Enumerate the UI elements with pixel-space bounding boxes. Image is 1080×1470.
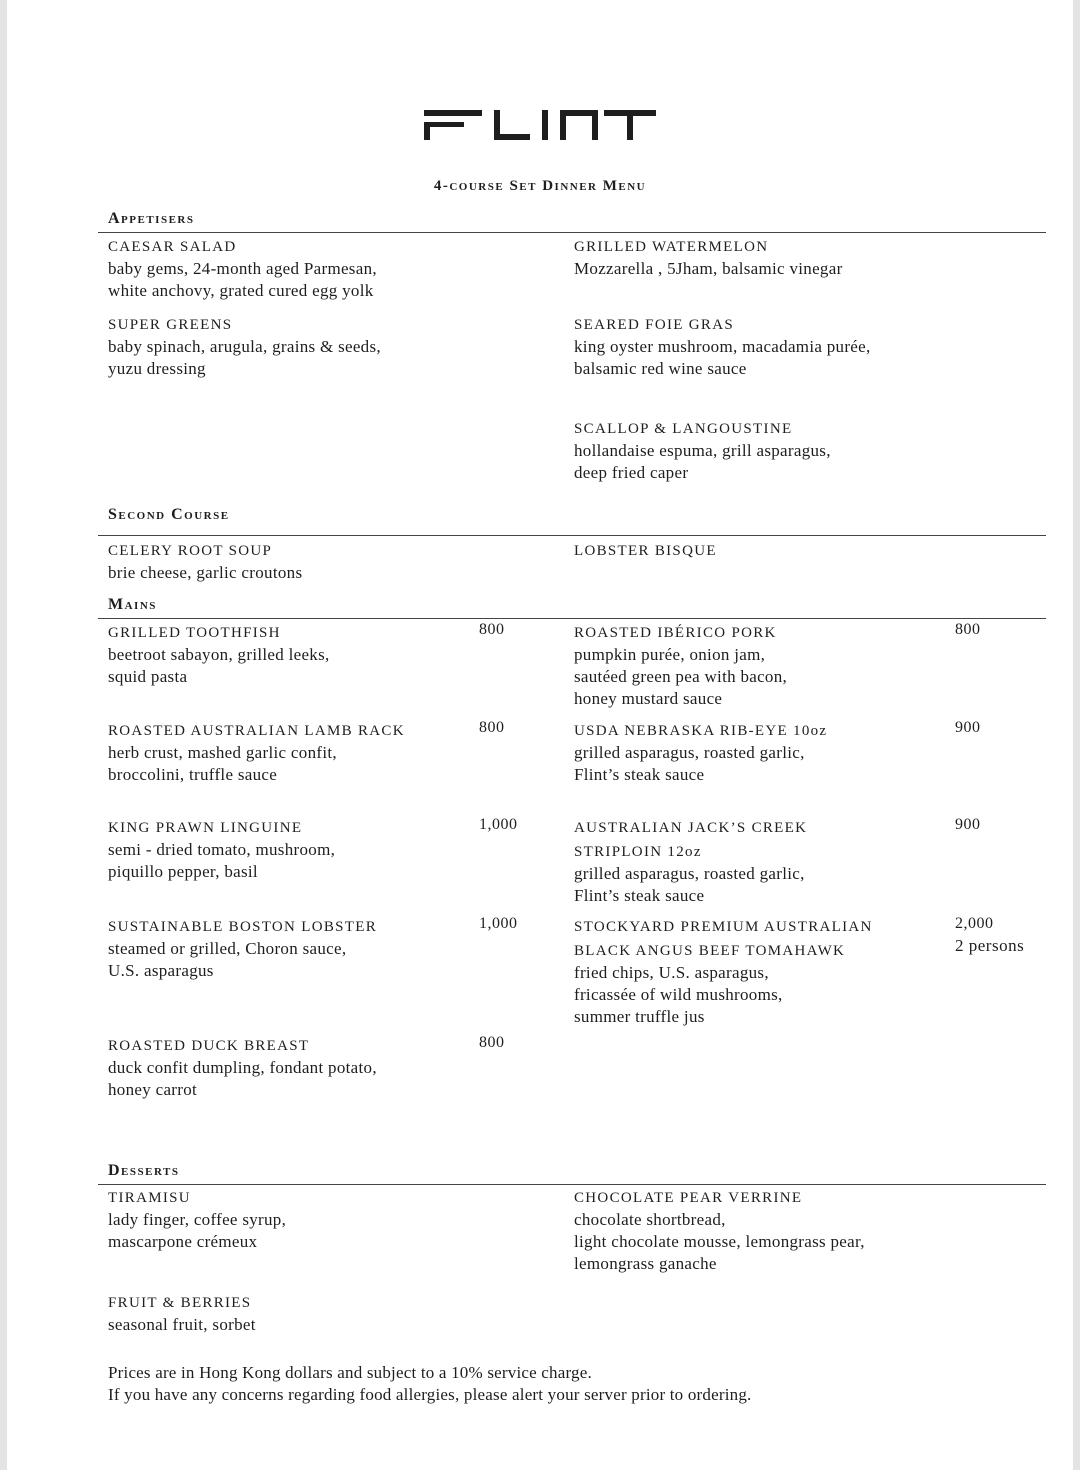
item-price-note: 2 persons	[955, 936, 1025, 955]
menu-item	[108, 540, 302, 584]
item-price: 1,000	[479, 816, 518, 833]
menu-item	[574, 1187, 865, 1275]
item-desc: deep fried caper	[574, 463, 689, 482]
item-desc: Flint’s steak sauce	[574, 765, 705, 784]
item-name-line2: STRIPLOIN 12oz	[574, 844, 702, 860]
item-price: 800	[955, 621, 981, 638]
item-name: STOCKYARD PREMIUM AUSTRALIAN	[574, 919, 873, 935]
item-desc: light chocolate mousse, lemongrass pear,	[574, 1232, 865, 1251]
item-name: CHOCOLATE PEAR VERRINE	[574, 1190, 803, 1206]
item-price: 1,000	[479, 915, 518, 932]
item-desc: seasonal fruit, sorbet	[108, 1315, 256, 1334]
item-desc: Flint’s steak sauce	[574, 886, 705, 905]
item-name: USDA NEBRASKA RIB-EYE 10oz	[574, 723, 828, 739]
menu-item	[574, 720, 827, 786]
item-name: LOBSTER BISQUE	[574, 543, 717, 559]
item-name: KING PRAWN LINGUINE	[108, 820, 303, 836]
item-name: SUSTAINABLE BOSTON LOBSTER	[108, 919, 378, 935]
item-desc: baby spinach, arugula, grains & seeds,	[108, 337, 381, 356]
item-price: 800	[479, 719, 505, 736]
item-desc: beetroot sabayon, grilled leeks,	[108, 645, 330, 664]
item-name: TIRAMISU	[108, 1190, 191, 1206]
item-desc: piquillo pepper, basil	[108, 862, 258, 881]
menu-item	[574, 236, 843, 280]
item-desc: fried chips, U.S. asparagus,	[574, 963, 769, 982]
item-desc: pumpkin purée, onion jam,	[574, 645, 766, 664]
item-price: 800	[479, 1034, 505, 1051]
item-desc: brie cheese, garlic croutons	[108, 563, 303, 582]
item-desc: baby gems, 24-month aged Parmesan,	[108, 259, 377, 278]
menu-item	[108, 720, 405, 786]
item-price: 2,000	[955, 915, 994, 932]
item-name: AUSTRALIAN JACK’S CREEK	[574, 820, 808, 836]
menu-item	[108, 236, 377, 302]
item-desc: broccolini, truffle sauce	[108, 765, 278, 784]
section-divider	[98, 1184, 1046, 1185]
item-desc: herb crust, mashed garlic confit,	[108, 743, 337, 762]
item-name: GRILLED TOOTHFISH	[108, 625, 281, 641]
item-desc: duck confit dumpling, fondant potato,	[108, 1058, 377, 1077]
menu-item	[108, 314, 381, 380]
section-divider	[98, 618, 1046, 619]
item-desc: summer truffle jus	[574, 1007, 705, 1026]
item-desc: U.S. asparagus	[108, 961, 214, 980]
item-name: SEARED FOIE GRAS	[574, 317, 734, 333]
item-desc: Mozzarella , 5Jham, balsamic vinegar	[574, 259, 843, 278]
item-desc: semi - dried tomato, mushroom,	[108, 840, 336, 859]
menu-item	[108, 1187, 286, 1253]
item-name: CAESAR SALAD	[108, 239, 237, 255]
section-heading-appetisers: Appetisers	[108, 210, 195, 227]
menu-item	[574, 622, 787, 710]
menu-item	[574, 916, 873, 1028]
footer-notes	[108, 1362, 751, 1406]
item-desc: fricassée of wild mushrooms,	[574, 985, 783, 1004]
item-name: ROASTED AUSTRALIAN LAMB RACK	[108, 723, 405, 739]
item-desc: lemongrass ganache	[574, 1254, 717, 1273]
item-desc: chocolate shortbread,	[574, 1210, 726, 1229]
item-name-line2: BLACK ANGUS BEEF TOMAHAWK	[574, 943, 846, 959]
section-divider	[98, 535, 1046, 536]
item-price: 800	[479, 621, 505, 638]
menu-item	[108, 622, 330, 688]
menu-item	[108, 1292, 256, 1336]
item-desc: honey mustard sauce	[574, 689, 723, 708]
menu-item	[574, 314, 871, 380]
item-desc: hollandaise espuma, grill asparagus,	[574, 441, 831, 460]
menu-item	[108, 1035, 377, 1101]
menu-item	[108, 817, 335, 883]
menu-item	[108, 916, 377, 982]
item-price: 900	[955, 719, 981, 736]
item-name: ROASTED IBÉRICO PORK	[574, 625, 777, 641]
item-price: 900	[955, 816, 981, 833]
menu-title: 4-course Set Dinner Menu	[433, 178, 647, 194]
item-desc: white anchovy, grated cured egg yolk	[108, 281, 374, 300]
item-desc: yuzu dressing	[108, 359, 206, 378]
item-desc: king oyster mushroom, macadamia purée,	[574, 337, 871, 356]
item-desc: lady finger, coffee syrup,	[108, 1210, 287, 1229]
footer-service-charge-note: Prices are in Hong Kong dollars and subject to a 10% service charge.	[108, 1363, 592, 1382]
item-name: GRILLED WATERMELON	[574, 239, 769, 255]
section-divider	[98, 232, 1046, 233]
section-heading-desserts: Desserts	[108, 1162, 180, 1179]
item-desc: balsamic red wine sauce	[574, 359, 747, 378]
item-name: FRUIT & BERRIES	[108, 1295, 252, 1311]
menu-item	[574, 418, 831, 484]
menu-item	[574, 817, 807, 907]
item-desc: honey carrot	[108, 1080, 198, 1099]
item-desc: squid pasta	[108, 667, 188, 686]
item-name: ROASTED DUCK BREAST	[108, 1038, 310, 1054]
section-heading-mains: Mains	[108, 596, 157, 613]
item-name: CELERY ROOT SOUP	[108, 543, 273, 559]
flint-logo	[424, 110, 656, 140]
item-desc: mascarpone crémeux	[108, 1232, 258, 1251]
menu-item	[574, 540, 717, 562]
item-name: SCALLOP & LANGOUSTINE	[574, 421, 793, 437]
item-desc: sautéed green pea with bacon,	[574, 667, 788, 686]
item-desc: grilled asparagus, roasted garlic,	[574, 864, 805, 883]
item-desc: steamed or grilled, Choron sauce,	[108, 939, 347, 958]
item-name: SUPER GREENS	[108, 317, 233, 333]
footer-allergy-note: If you have any concerns regarding food allergies, please alert your server prior to ordering.	[108, 1385, 752, 1404]
section-heading-second-course: Second Course	[108, 506, 230, 523]
item-desc: grilled asparagus, roasted garlic,	[574, 743, 805, 762]
